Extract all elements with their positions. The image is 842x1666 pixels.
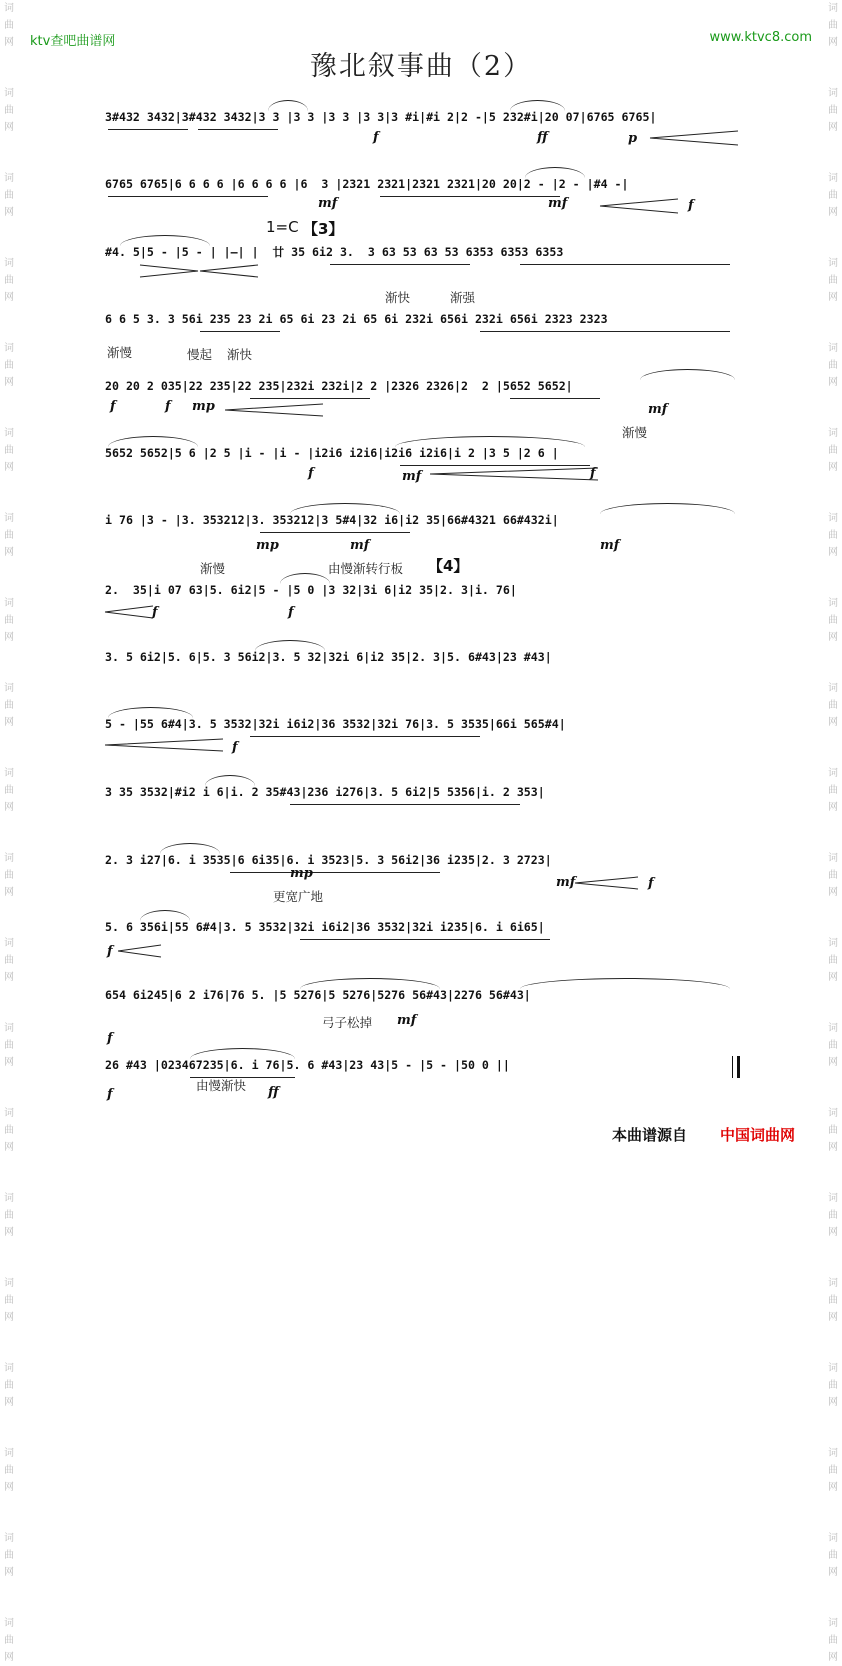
decrescendo-hairpin bbox=[105, 605, 155, 619]
dynamic-mf: mf bbox=[648, 402, 668, 417]
slur bbox=[190, 1048, 295, 1059]
final-barline bbox=[732, 1056, 733, 1078]
dynamic-f: f bbox=[688, 198, 694, 213]
footer-source-label: 本曲谱源自 bbox=[612, 1126, 688, 1144]
dynamic-f: f bbox=[648, 876, 654, 891]
site-link-left[interactable]: ktv查吧曲谱网 bbox=[30, 34, 116, 49]
dynamic-f: f bbox=[288, 605, 294, 620]
slur bbox=[108, 707, 193, 718]
score-line-9: 3. 5 6i2|5. 6|5. 3 56i2|3. 5 32|32i 6|i2 35|2. 3|5. 6#43|23 #43| bbox=[105, 650, 552, 664]
dynamic-f: f bbox=[107, 1087, 113, 1102]
dynamic-f: f bbox=[110, 399, 116, 414]
beam-underline bbox=[400, 465, 590, 466]
dynamic-mf: mf bbox=[350, 538, 370, 553]
score-line-8: 2. 35|i 07 63|5. 6i2|5 - |5 0 |3 32|3i 6|i2 35|2. 3|i. 76| bbox=[105, 583, 517, 597]
score-line-2: 6765 6765|6 6 6 6 |6 6 6 6 |6 3 |2321 2321|2321 2321|20 20|2 - |2 - |#4 -| bbox=[105, 177, 629, 191]
slur bbox=[525, 167, 585, 178]
beam-underline bbox=[290, 804, 520, 805]
score-line-13: 5. 6 356i|55 6#4|3. 5 3532|32i i6i2|36 3532|32i i235|6. i 6i65| bbox=[105, 920, 545, 934]
tempo-mark: 渐慢 bbox=[200, 561, 226, 576]
tempo-mark: 慢起 bbox=[187, 347, 213, 362]
crescendo-hairpin bbox=[225, 403, 325, 417]
score-line-15: 26 #43 |023467235|6. i 76|5. 6 #43|23 43|5 - |5 - |50 0 || bbox=[105, 1058, 510, 1072]
expression-mark: 更宽广地 bbox=[273, 889, 324, 904]
rehearsal-mark-4: 【4】 bbox=[428, 557, 469, 575]
site-link-right[interactable]: www.ktvc8.com bbox=[709, 30, 812, 45]
beam-underline bbox=[200, 331, 280, 332]
score-line-10: 5 - |55 6#4|3. 5 3532|32i i6i2|36 3532|32i 76|3. 5 3535|66i 565#4| bbox=[105, 717, 566, 731]
final-barline-thick bbox=[737, 1056, 740, 1078]
beam-underline bbox=[260, 532, 410, 533]
slur bbox=[108, 436, 198, 447]
slur bbox=[140, 910, 190, 921]
slur bbox=[280, 573, 330, 584]
beam-underline bbox=[108, 196, 268, 197]
crescendo-hairpin bbox=[650, 130, 740, 146]
side-watermark-left: 词 曲 网 词 曲 网 词 曲 网 词 曲 网 词 曲 网 词 曲 网 词 曲 网 词 曲 网 词 曲 网 词 曲 网 词 曲 网 词 曲 网 词 曲 网 词 曲 网 词 曲 网 词 曲 网 词 曲 网 词 曲 网 词 曲 网 词 曲 网 bbox=[4, 3, 14, 1663]
tempo-mark: 渐慢 bbox=[107, 345, 133, 360]
tempo-mark: 由慢渐快 bbox=[196, 1078, 247, 1093]
crescendo-hairpin bbox=[105, 738, 225, 752]
dynamic-mp: mp bbox=[256, 538, 279, 553]
score-line-1: 3#432 3432|3#432 3432|3 3 |3 3 |3 3 |3 3|3 #i|#i 2|2 -|5 232#i|20 07|6765 6765| bbox=[105, 110, 657, 124]
slur bbox=[300, 978, 440, 989]
score-line-12: 2. 3 i27|6. i 3535|6 6i35|6. i 3523|5. 3 56i2|36 i235|2. 3 2723| bbox=[105, 853, 552, 867]
dynamic-mf: mf bbox=[318, 196, 338, 211]
beam-underline bbox=[250, 736, 480, 737]
footer-brand-link[interactable]: 中国词曲网 bbox=[720, 1126, 796, 1144]
dynamic-mf: mf bbox=[397, 1013, 417, 1028]
slur bbox=[510, 100, 565, 111]
slur bbox=[268, 100, 308, 111]
crescendo-hairpin bbox=[600, 198, 680, 214]
score-line-3: #4. 5|5 - |5 - | |—| | 廿 35 6i2 3. 3 63 53 63 53 6353 6353 6353 bbox=[105, 245, 564, 259]
dynamic-f: f bbox=[373, 130, 379, 145]
slur bbox=[205, 775, 255, 786]
dynamic-f: f bbox=[308, 466, 314, 481]
dynamic-ff: ff bbox=[537, 130, 548, 145]
tempo-mark: 渐快 bbox=[227, 347, 253, 362]
dynamic-mf: mf bbox=[402, 469, 422, 484]
dynamic-f: f bbox=[590, 466, 596, 481]
dynamic-mp: mp bbox=[192, 399, 215, 414]
beam-underline bbox=[198, 129, 278, 130]
dynamic-f: f bbox=[152, 605, 158, 620]
score-title: 豫北叙事曲（2） bbox=[309, 51, 533, 82]
crescendo-hairpin bbox=[430, 467, 600, 481]
crescendo-hairpin bbox=[575, 876, 640, 890]
beam-underline bbox=[380, 196, 560, 197]
beam-underline bbox=[510, 398, 600, 399]
score-line-11: 3 35 3532|#i2 i 6|i. 2 35#43|236 i276|3. 5 6i2|5 5356|i. 2 353| bbox=[105, 785, 545, 799]
score-line-14: 654 6i245|6 2 i76|76 5. |5 5276|5 5276|5276 56#43|2276 56#43| bbox=[105, 988, 531, 1002]
dynamic-mp: mp bbox=[290, 866, 313, 881]
slur bbox=[160, 843, 220, 854]
dynamic-text-mark: 渐强 bbox=[450, 290, 476, 305]
beam-underline bbox=[108, 129, 188, 130]
dynamic-f: f bbox=[107, 944, 113, 959]
score-line-6: 5652 5652|5 6 |2 5 |i - |i - |i2i6 i2i6|i2i6 i2i6|i 2 |3 5 |2 6 | bbox=[105, 446, 559, 460]
beam-underline bbox=[300, 939, 550, 940]
beam-underline bbox=[520, 264, 730, 265]
beam-underline bbox=[330, 264, 470, 265]
slur bbox=[120, 235, 210, 246]
dynamic-mf: mf bbox=[548, 196, 568, 211]
key-signature: 1=C bbox=[266, 218, 299, 236]
slur bbox=[600, 503, 735, 514]
slur bbox=[255, 640, 325, 651]
score-line-7: i 76 |3 - |3. 353212|3. 353212|3 5#4|32 i6|i2 35|66#4321 66#432i| bbox=[105, 513, 559, 527]
slur bbox=[290, 503, 400, 514]
dynamic-mf: mf bbox=[600, 538, 620, 553]
rehearsal-mark-3: 【3】 bbox=[303, 220, 344, 238]
dynamic-p: p bbox=[628, 131, 638, 146]
dynamic-ff: ff bbox=[268, 1085, 279, 1100]
decrescendo-hairpin bbox=[140, 264, 260, 278]
tempo-mark: 由慢渐转行板 bbox=[328, 561, 404, 576]
beam-underline bbox=[480, 331, 730, 332]
dynamic-f: f bbox=[165, 399, 171, 414]
dynamic-f: f bbox=[232, 740, 238, 755]
bowing-mark: 弓子松掉 bbox=[322, 1015, 373, 1030]
tempo-mark: 渐慢 bbox=[622, 425, 648, 440]
score-line-4: 6 6 5 3. 3 56i 235 23 2i 65 6i 23 2i 65 6i 232i 656i 232i 656i 2323 2323 bbox=[105, 312, 608, 326]
slur bbox=[520, 978, 730, 989]
score-line-5: 20 20 2 035|22 235|22 235|232i 232i|2 2 |2326 2326|2 2 |5652 5652| bbox=[105, 379, 573, 393]
slur bbox=[395, 436, 585, 447]
beam-underline bbox=[230, 872, 440, 873]
dynamic-mf: mf bbox=[556, 875, 576, 890]
tempo-mark: 渐快 bbox=[385, 290, 411, 305]
beam-underline bbox=[250, 398, 370, 399]
crescendo-hairpin bbox=[118, 944, 163, 958]
side-watermark-right: 词 曲 网 词 曲 网 词 曲 网 词 曲 网 词 曲 网 词 曲 网 词 曲 网 词 曲 网 词 曲 网 词 曲 网 词 曲 网 词 曲 网 词 曲 网 词 曲 网 词 曲 网 词 曲 网 词 曲 网 词 曲 网 词 曲 网 词 曲 网 bbox=[828, 3, 838, 1663]
dynamic-f: f bbox=[107, 1031, 113, 1046]
slur bbox=[640, 369, 735, 380]
